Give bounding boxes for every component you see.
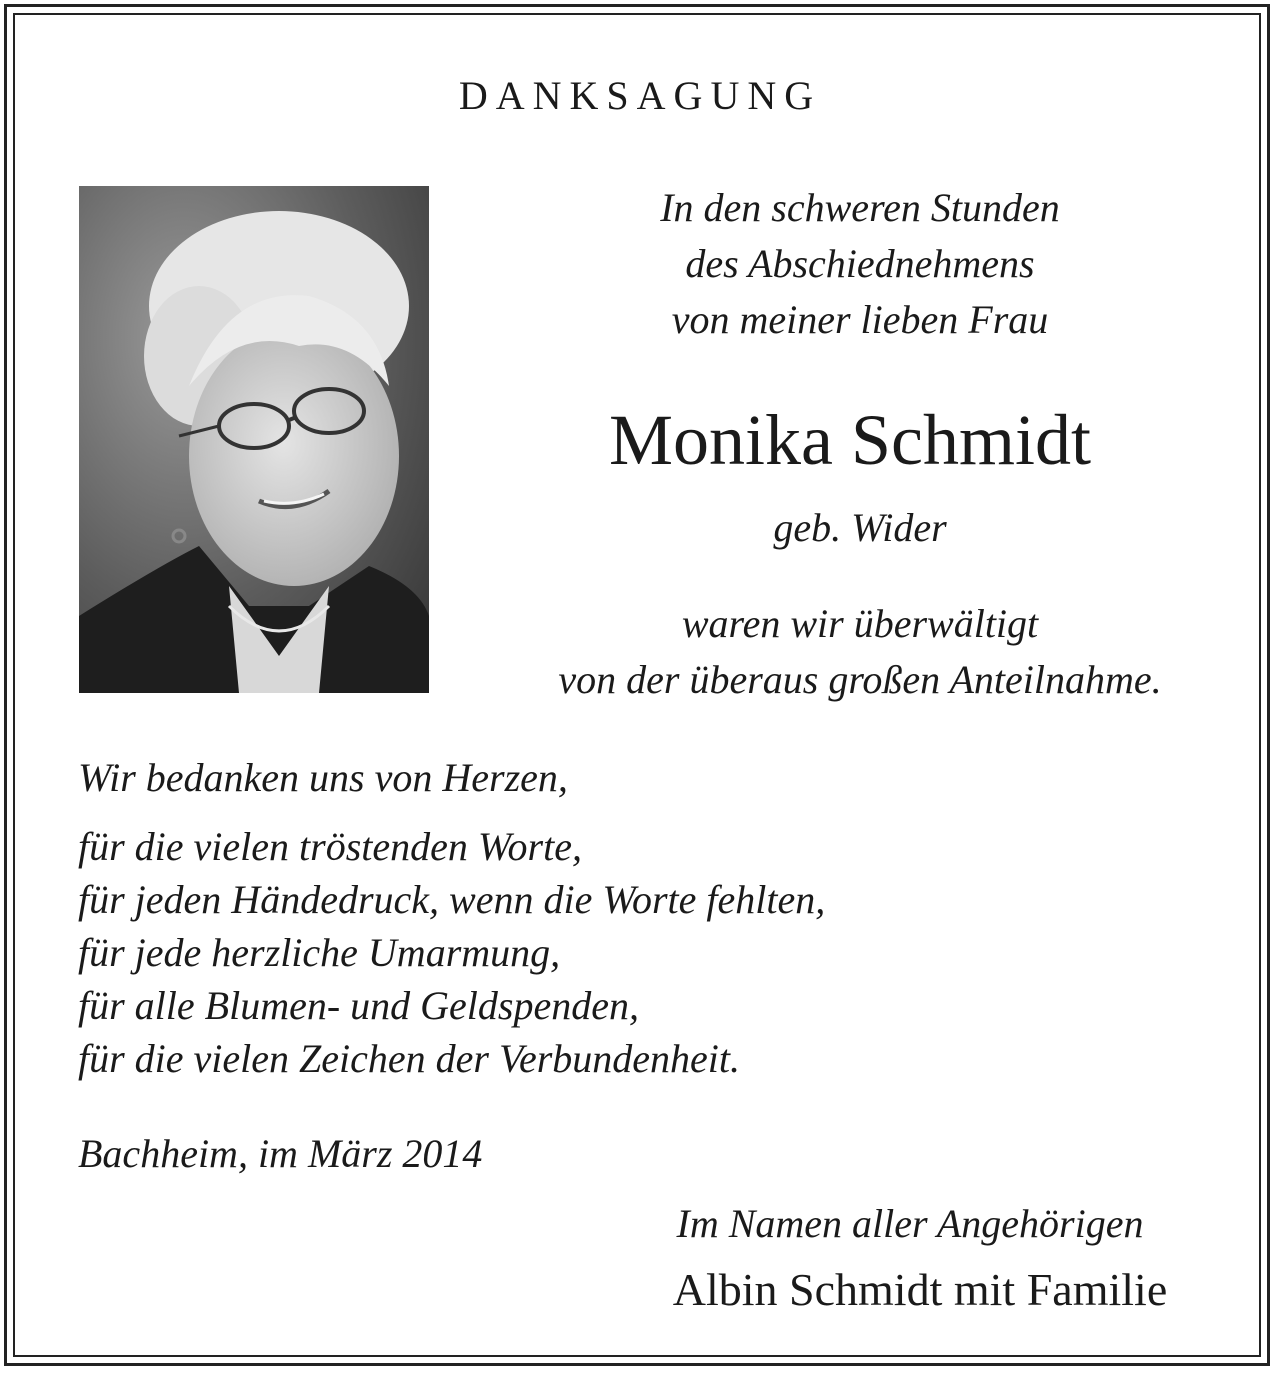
thanks-line: für alle Blumen- und Geldspenden,: [78, 983, 639, 1028]
intro-line: In den schweren Stunden: [660, 185, 1060, 230]
portrait-illustration: [79, 186, 429, 693]
thanks-line: für die vielen tröstenden Worte,: [78, 824, 582, 869]
place-date: Bachheim, im März 2014: [78, 1131, 483, 1176]
on-behalf-line: Im Namen aller Angehörigen: [676, 1201, 1144, 1246]
portrait-photo: [79, 186, 429, 693]
maiden-name: geb. Wider: [773, 505, 947, 550]
condolence-text: [490, 596, 1230, 708]
deceased-name: Monika Schmidt: [609, 400, 1091, 480]
thanks-line: für jeden Händedruck, wenn die Worte fehlten,: [78, 877, 826, 922]
condolence-line: von der überaus großen Anteilnahme.: [558, 657, 1162, 702]
condolence-line: waren wir überwältigt: [681, 601, 1039, 646]
intro-line: des Abschiednehmens: [685, 241, 1035, 286]
intro-line: von meiner lieben Frau: [671, 297, 1049, 342]
thanks-line: für die vielen Zeichen der Verbundenheit.: [78, 1036, 741, 1081]
thanks-line: für jede herzliche Umarmung,: [78, 930, 561, 975]
intro-text: [500, 180, 1220, 348]
notice-heading: DANKSAGUNG: [458, 73, 822, 118]
signature: Albin Schmidt mit Familie: [672, 1264, 1168, 1315]
thanks-heading: Wir bedanken uns von Herzen,: [78, 755, 568, 800]
thanks-list: [78, 820, 825, 1085]
